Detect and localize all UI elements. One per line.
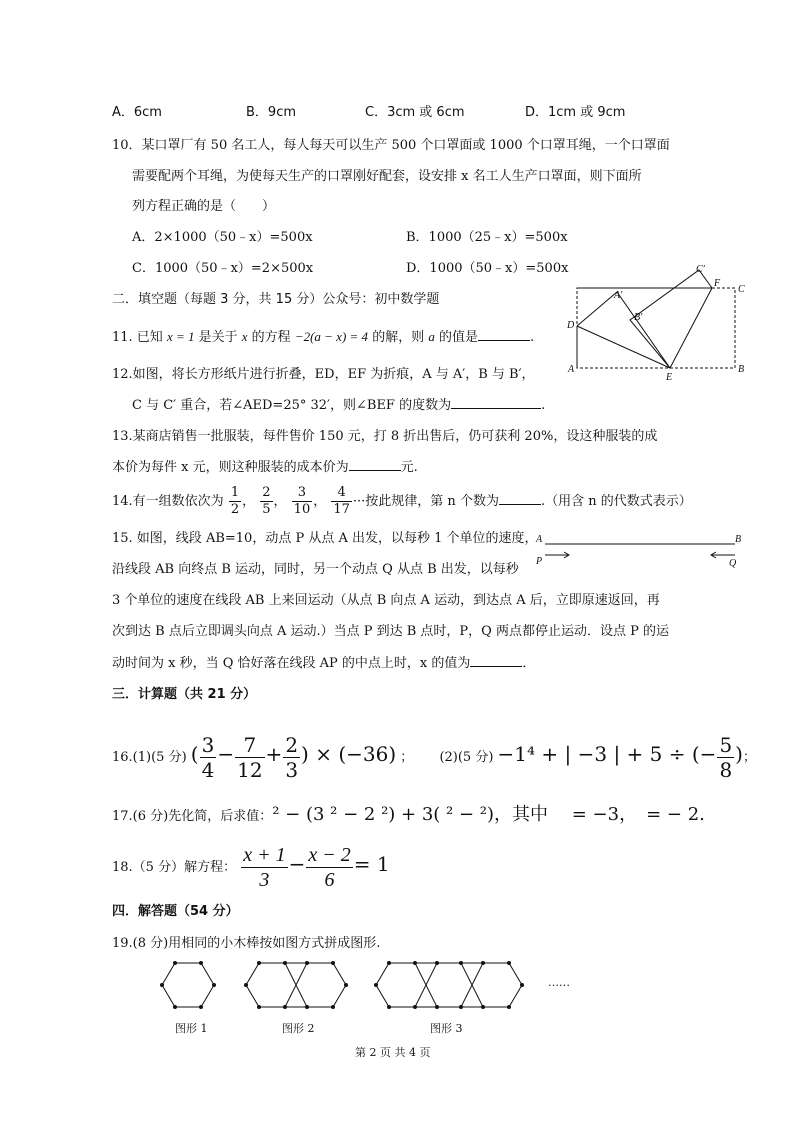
q16-sep: ； [400,750,414,765]
label-a: A [536,534,543,545]
q14-pre: 14.有一组数依次为 [112,494,224,509]
q14-fraction-1: $\frac{1}{2}$ [230,485,240,517]
q10-option-b: B．1000（25﹣x）=500x [406,230,568,245]
q14-fraction-2: $\frac{2}{5}$ [262,485,271,517]
label-b: B [735,534,742,545]
q16-fraction-1: $\frac{3}{4}$ [201,733,215,782]
q16-tail1: ) × (−36) [301,742,397,766]
label-d: D [567,320,575,331]
q10-line2: 需要配两个耳绳，为使每天生产的口罩刚好配套，设安排 x 名工人生产口罩面，则下面所 [132,169,642,184]
segment-figure [533,530,748,570]
q13-unit: 元. [400,460,418,475]
label-p: P [536,556,543,567]
q11-eq2: −2(a − x) = 4 [294,329,369,344]
q10-line1: 10．某口罩厂有 50 名工人，每人每天可以生产 500 个口罩面或 1000 个口罩耳绳，一个口罩面 [112,138,670,153]
q14: 14.有一组数依次为 $\frac{1}{2}$ ， $\frac{2}{5}$ ， $\frac{3}{10}$ ， $\frac{4}{17}$ ···按此规律，第 n 个数为 .（用含 n 的代数式表示） [112,485,692,517]
label-f: F [714,278,721,289]
q17-text: 17.(6 分)先化简，后求值： [112,809,273,824]
section-3-heading: 三．计算题（共 21 分） [112,687,257,702]
label-e: E [666,372,673,382]
q10-option-d: D．1000（50﹣x）=500x [406,261,569,276]
q17 [112,806,705,826]
label-q: Q [729,558,737,569]
q11-post2: 的值是 [434,330,478,345]
q13-line1: 13.某商店销售一批服装，每件售价 150 元，打 8 折出售后，仍可获利 20%，设这种服装的成 [112,429,658,444]
q14-answer-blank[interactable] [499,492,541,505]
q15-line5: 动时间为 x 秒，当 Q 恰好落在线段 AP 的中点上时，x 的值为 [112,656,471,671]
figure-1-caption: 图形 1 [175,1022,208,1035]
q19: 19.(8 分)用相同的小木棒按如图方式拼成图形. [112,936,381,951]
q16-fraction-3: $\frac{2}{3}$ [285,733,299,782]
label-c: C [738,284,745,295]
q12-line1: 12.如图，将长方形纸片进行折叠，ED，EF 为折痕，A 与 A′，B 与 B′， [112,367,535,382]
q10-line3: 列方程正确的是（ ） [132,199,276,214]
option-d: D．1cm 或 9cm [525,105,626,120]
q16-end: ； [742,750,756,765]
q11-mid2: 的方程 [247,330,295,345]
q11-pre: 11. 已知 [112,330,167,345]
q15-line5-wrap [112,654,535,673]
q11: 11. 已知 x = 1 是关于 x 的方程 −2(a − x) = 4 的解，则 a 的值是 . [112,329,535,345]
figure-3-caption: 图形 3 [430,1022,463,1035]
label-a-prime: A′ [614,290,623,301]
q11-answer-blank[interactable] [478,328,530,341]
hexagon-figures [150,955,590,1020]
q14-fraction-4: $\frac{4}{17}$ [333,485,350,517]
q11-post: 的解，则 [368,330,429,345]
q14-post: ···按此规律，第 n 个数为 [352,494,499,509]
q18: 18.（5 分）解方程： $\frac{x + 1}{3}$ − $\frac{x - 2}{6}$ = 1 [112,844,390,891]
q18-text: 18.（5 分）解方程： [112,860,237,875]
option-b: B．9cm [246,105,297,120]
q14-post2: .（用含 n 的代数式表示） [540,494,692,509]
q16-fraction-2: $\frac{7}{12}$ [237,733,263,782]
q18-eq: = 1 [353,852,390,876]
q15-line2: 沿线段 AB 向终点 B 运动，同时，另一个动点 Q 从点 B 出发，以每秒 [112,562,519,577]
q11-eq1: x = 1 [166,329,195,344]
q16-part2-label: (2)(5 分) [439,750,494,765]
option-c: C．3cm 或 6cm [365,105,465,120]
page-footer: 第 2 页 共 4 页 [355,1046,431,1059]
q12-line2: C 与 C′ 重合，若∠AED=25° 32′，则∠BEF 的度数为 [132,398,452,413]
q15-answer-blank[interactable] [470,654,522,667]
q16-part1-label: 16.(1)(5 分) [112,750,187,765]
q13-answer-blank[interactable] [349,458,401,471]
q11-a: a [428,329,435,344]
q16-expr2: −1⁴ + | −3 | + 5 ÷ (− [497,742,717,766]
q15-line1: 15. 如图，线段 AB=10，动点 P 从点 A 出发，以每秒 1 个单位的速度， [112,531,538,546]
q14-fraction-3: $\frac{3}{10}$ [293,485,311,517]
q16-fraction-5: $\frac{5}{8}$ [719,733,733,782]
q12-line2-wrap: C 与 C′ 重合，若∠AED=25° 32′，则∠BEF 的度数为 . [132,398,546,413]
label-a: A [568,364,575,375]
section-4-heading: 四．解答题（54 分） [112,904,239,919]
fold-figure [562,262,752,382]
q13-line2: 本价为每件 x 元，则这种服装的成本价为 [112,460,349,475]
label-c-prime: C′ [696,264,705,275]
q10-option-c: C．1000（50﹣x）=2×500x [132,261,314,276]
q15-line3: 3 个单位的速度在线段 AB 上来回运动（从点 B 向点 A 运动，到达点 A 后，立即原速返回，再 [112,593,660,608]
q17-expr: ² − (3 ² − 2 ²) + 3( ² − ²)，其中 = −3， = − 2. [272,804,705,825]
section-2-heading: 二．填空题（每题 3 分，共 15 分）公众号：初中数学题 [112,292,440,307]
q16: 16.(1)(5 分) ( $\frac{3}{4}$ − $\frac{7}{12}$ + $\frac{2}{3}$ ) × (−36) ； (2)(5 分) −1⁴ + | −3 | + 5 ÷ (− $\frac{5}{8}$ )； [112,733,756,782]
q18-fraction-1: $\frac{x + 1}{3}$ [243,844,286,891]
figure-2-caption: 图形 2 [282,1022,315,1035]
q16-tail2: ) [735,742,743,766]
q11-mid: 是关于 [194,330,242,345]
continuation-dots: …… [548,976,570,989]
q15-line4: 次到达 B 点后立即调头向点 A 运动.）当点 P 到达 B 点时，P，Q 两点都停止运动．设点 P 的运 [112,624,669,639]
label-b: B [738,364,745,375]
label-b-prime: B′ [634,312,643,323]
q13-line2-wrap [112,458,418,477]
q10-option-a: A．2×1000（50﹣x）=500x [132,230,313,245]
q12-answer-blank[interactable] [451,396,541,409]
q18-fraction-2: $\frac{x - 2}{6}$ [308,844,351,891]
q15-end: ． [522,656,536,671]
option-a: A．6cm [112,105,162,120]
q11-x: x [241,329,248,344]
